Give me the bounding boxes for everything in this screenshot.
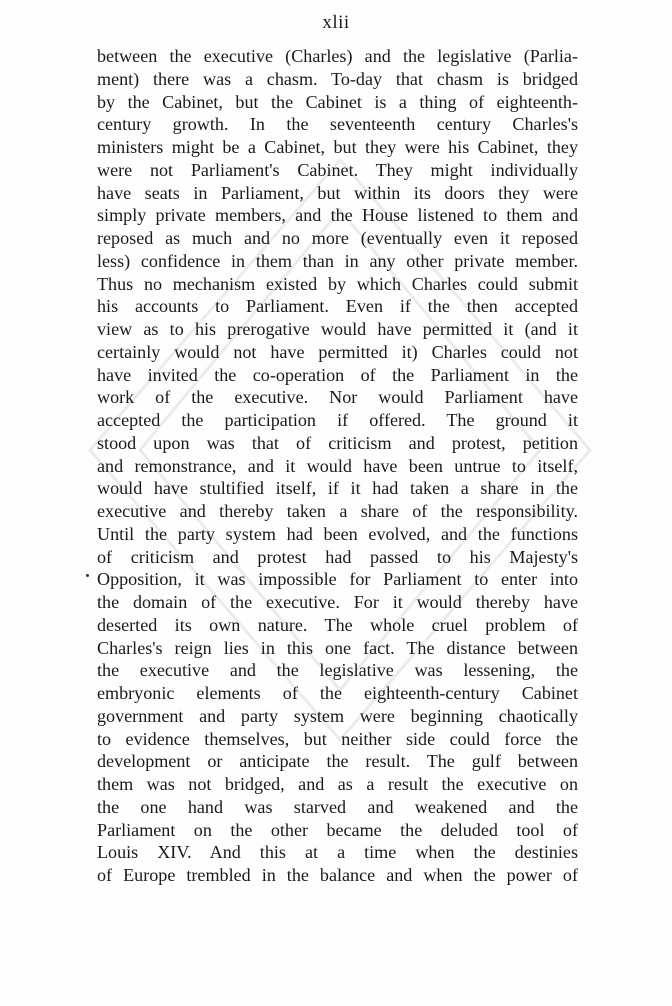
text-line: accepted the participation if offered. The ground it: [97, 410, 578, 430]
text-line: Opposition, it was impossible for Parliament to enter into: [97, 569, 578, 590]
text-line: them was not bridged, and as a result the executive on: [97, 774, 578, 794]
text-line: were not Parliament's Cabinet. They might individually: [97, 159, 578, 180]
text-line: the domain of the executive. For it would thereby have: [97, 592, 578, 612]
text-line: have invited the co-operation of the Parliament in the: [97, 364, 578, 385]
text-line: Until the party system had been evolved, and the functions: [97, 523, 578, 544]
text-line: reposed as much and no more (eventually even it reposed: [97, 228, 578, 248]
text-line: ministers might be a Cabinet, but they were his Cabinet, they: [97, 137, 578, 157]
text-line: of criticism and protest had passed to his Majesty's: [97, 546, 578, 567]
text-line: the executive and the legislative was lessening, the: [97, 660, 578, 681]
text-line: Charles's reign lies in this one fact. The distance between: [97, 637, 578, 658]
text-line: to evidence themselves, but neither side could force the: [97, 728, 578, 749]
text-line: government and party system were beginning chaotically: [97, 705, 578, 726]
text-line: certainly would not have permitted it) Charles could not: [97, 341, 578, 362]
text-line: have seats in Parliament, but within its doors they were: [97, 182, 578, 203]
text-line: Louis XIV. And this at a time when the destinies: [97, 842, 578, 863]
margin-dot: [86, 574, 89, 577]
text-line: century growth. In the seventeenth century Charles's: [97, 114, 578, 135]
text-line: development or anticipate the result. The gulf between: [97, 751, 578, 772]
text-line: Parliament on the other became the deluded tool of: [97, 819, 578, 840]
text-line: by the Cabinet, but the Cabinet is a thing of eighteenth-: [97, 91, 578, 112]
text-line: less) confidence in them than in any other private member.: [97, 250, 578, 271]
text-line: Thus no mechanism existed by which Charles could submit: [97, 273, 578, 294]
text-line: embryonic elements of the eighteenth-century Cabinet: [97, 683, 578, 703]
text-line: stood upon was that of criticism and protest, petition: [97, 432, 578, 453]
text-line: executive and thereby taken a share of the responsibility.: [97, 501, 578, 521]
text-line: of Europe trembled in the balance and when the power of: [97, 865, 578, 885]
text-line: would have stultified itself, if it had taken a share in the: [97, 478, 578, 499]
page-number: xlii: [322, 12, 350, 33]
text-line: view as to his prerogative would have permitted it (and it: [97, 319, 578, 339]
text-line: his accounts to Parliament. Even if the then accepted: [97, 296, 578, 317]
text-line: between the executive (Charles) and the legislative (Parlia-: [97, 46, 578, 66]
text-line: simply private members, and the House listened to them and: [97, 205, 578, 226]
text-line: and remonstrance, and it would have been untrue to itself,: [97, 455, 578, 476]
text-line: ment) there was a chasm. To-day that chasm is bridged: [97, 68, 578, 89]
text-line: deserted its own nature. The whole cruel problem of: [97, 614, 578, 635]
text-line: the one hand was starved and weakened and the: [97, 796, 578, 817]
text-line: work of the executive. Nor would Parliament have: [97, 387, 578, 408]
body-text: [97, 45, 578, 887]
